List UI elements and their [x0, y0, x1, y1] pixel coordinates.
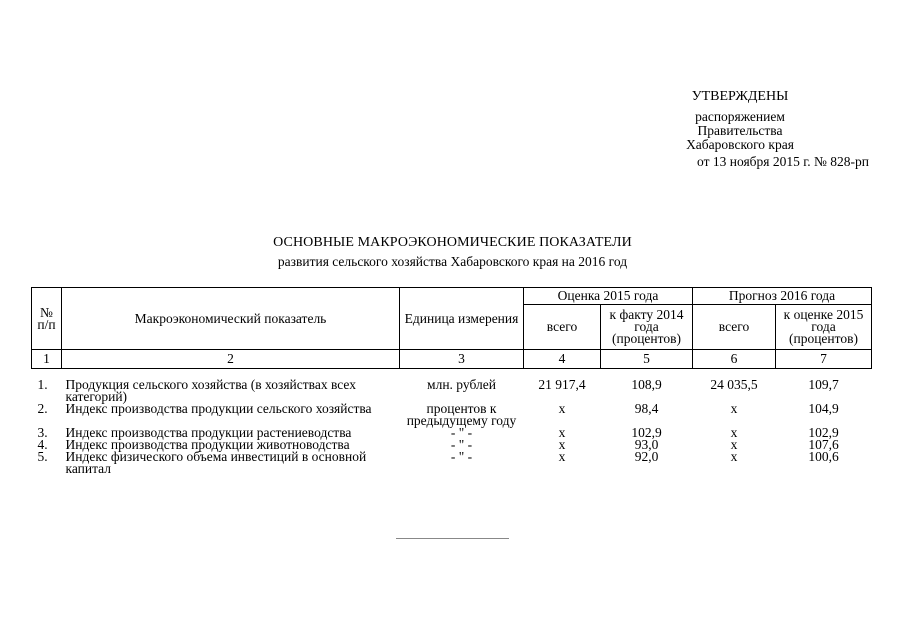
- row-unit: млн. рублей: [427, 377, 496, 392]
- table-body: [32, 369, 872, 476]
- header-estimate-ratio: к факту 2014 года (процентов): [601, 305, 693, 350]
- column-number: 5: [601, 350, 693, 369]
- row-indicator: Продукция сельского хозяйства (в хозяйствах всех категорий): [65, 377, 356, 404]
- header-indicator: Макроэкономический показатель: [62, 288, 400, 350]
- row-estimate-total: x: [558, 401, 566, 416]
- header-unit: Единица измерения: [400, 288, 524, 350]
- row-num: 5.: [37, 449, 48, 464]
- column-numbers-row: [32, 350, 872, 369]
- row-unit: - " -: [450, 425, 473, 440]
- row-indicator: Индекс производства продукции животноводства: [65, 437, 350, 452]
- document-heading: [0, 235, 905, 270]
- row-forecast-total: 24 035,5: [710, 377, 758, 392]
- approval-line-1: распоряжением: [695, 109, 785, 124]
- header-forecast-ratio: к оценке 2015 года (процентов): [776, 305, 872, 350]
- column-number: 4: [524, 350, 601, 369]
- indicators-table: [31, 287, 872, 475]
- column-number: 7: [776, 350, 872, 369]
- row-estimate-ratio: 102,9: [631, 425, 662, 440]
- row-estimate-total: x: [558, 449, 566, 464]
- header-estimate-total: всего: [524, 305, 601, 350]
- row-estimate-ratio: 93,0: [634, 437, 659, 452]
- approval-stamp: [635, 89, 869, 169]
- approval-title: УТВЕРЖДЕНЫ: [691, 89, 789, 104]
- header-forecast-total: всего: [693, 305, 776, 350]
- row-indicator: Индекс физического объема инвестиций в основной капитал: [65, 449, 367, 476]
- row-num: 2.: [37, 401, 48, 416]
- column-number: 3: [400, 350, 524, 369]
- row-forecast-ratio: 104,9: [808, 401, 839, 416]
- table-row: [32, 403, 872, 427]
- row-indicator: Индекс производства продукции сельского хозяйства: [65, 401, 372, 416]
- row-num: 3.: [37, 425, 48, 440]
- row-unit: процентов к предыдущему году: [406, 401, 517, 428]
- row-indicator: Индекс производства продукции растениеводства: [65, 425, 352, 440]
- approval-line-3: Хабаровского края: [686, 137, 794, 152]
- row-forecast-total: x: [730, 449, 738, 464]
- row-estimate-total: 21 917,4: [538, 377, 586, 392]
- row-forecast-total: x: [730, 425, 738, 440]
- table-header: [32, 288, 872, 369]
- row-estimate-ratio: 108,9: [631, 377, 662, 392]
- column-number: 6: [693, 350, 776, 369]
- row-estimate-ratio: 98,4: [634, 401, 659, 416]
- row-forecast-total: x: [730, 401, 738, 416]
- column-number: 2: [62, 350, 400, 369]
- table-row: [32, 379, 872, 403]
- approval-line-2: Правительства: [697, 123, 783, 138]
- document-subtitle: развития сельского хозяйства Хабаровского края на 2016 год: [277, 254, 628, 269]
- row-estimate-total: x: [558, 437, 566, 452]
- row-unit: - " -: [450, 437, 473, 452]
- document-title: ОСНОВНЫЕ МАКРОЭКОНОМИЧЕСКИЕ ПОКАЗАТЕЛИ: [273, 235, 632, 250]
- table-row: [32, 451, 872, 475]
- row-forecast-ratio: 100,6: [808, 449, 839, 464]
- header-num: № п/п: [32, 288, 62, 350]
- header-estimate-group: Оценка 2015 года: [524, 288, 693, 305]
- column-number: 1: [32, 350, 62, 369]
- row-forecast-ratio: 107,6: [808, 437, 839, 452]
- row-forecast-ratio: 109,7: [808, 377, 839, 392]
- row-unit: - " -: [450, 449, 473, 464]
- row-num: 1.: [37, 377, 48, 392]
- row-num: 4.: [37, 437, 48, 452]
- approval-date: от 13 ноября 2015 г. № 828-рп: [697, 154, 869, 169]
- row-estimate-total: x: [558, 425, 566, 440]
- row-forecast-total: x: [730, 437, 738, 452]
- row-estimate-ratio: 92,0: [634, 449, 659, 464]
- header-forecast-group: Прогноз 2016 года: [693, 288, 872, 305]
- row-forecast-ratio: 102,9: [808, 425, 839, 440]
- footer-divider: [396, 538, 509, 539]
